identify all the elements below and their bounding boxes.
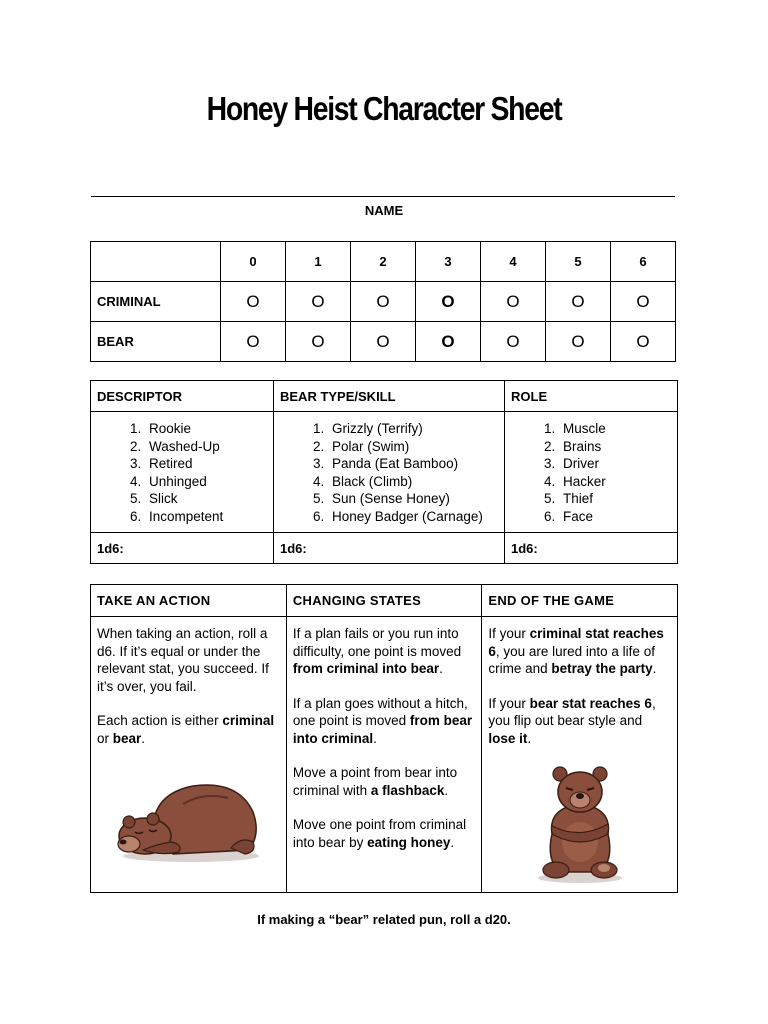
pun-rule-footer: If making a “bear” related pun, roll a d20. [257,912,511,927]
list-item: 3. Retired [145,455,267,473]
end-rule-1: If your criminal stat reaches 6, you are lured into a life of crime and betray the party. [488,626,664,676]
list-item: 6. Face [559,508,671,526]
state-rule-3: Move a point from bear into criminal with a flashback. [292,765,458,798]
page-title: Honey Heist Character Sheet [206,90,562,127]
bear-type-options [274,412,505,533]
action-rule-2: Each action is either criminal or bear. [97,713,275,746]
role-roll-field[interactable]: 1d6: [505,533,678,564]
stat-column-1: 1 [286,242,351,282]
list-item: 1. Grizzly (Terrify) [328,420,498,438]
list-item: 3. Panda (Eat Bamboo) [328,455,498,473]
rules-table [90,584,678,893]
criminal-mark-6[interactable]: O [611,282,676,322]
name-label: NAME [364,203,404,218]
character-roll-table [90,380,678,564]
end-rule-2: If your bear stat reaches 6, you flip out bear style and lose it. [488,695,656,746]
descriptor-header: DESCRIPTOR [91,381,274,412]
list-item: 4. Hacker [559,473,671,491]
descriptor-roll-field[interactable]: 1d6: [91,533,274,564]
stats-corner-cell [91,242,221,282]
list-item: 5. Thief [559,490,671,508]
list-item: 1. Muscle [559,420,671,438]
end-game-rules [482,617,678,893]
bear-mark-1[interactable]: O [286,322,351,362]
role-options [505,412,678,533]
stats-header-row [91,242,676,282]
criminal-mark-0[interactable]: O [221,282,286,322]
stats-table [90,241,676,362]
stat-column-3: 3 [416,242,481,282]
list-item: 1. Rookie [145,420,267,438]
descriptor-options [91,412,274,533]
stat-column-6: 6 [611,242,676,282]
bear-mark-0[interactable]: O [221,322,286,362]
roll-result-row [91,533,678,564]
rules-header-row [91,585,678,617]
bear-stat-row [91,322,676,362]
list-item: 4. Unhinged [145,473,267,491]
bear-mark-3[interactable]: O [416,322,481,362]
criminal-mark-2[interactable]: O [351,282,416,322]
roll-header-row [91,381,678,412]
end-game-header: END OF THE GAME [482,585,678,617]
take-action-header: TAKE AN ACTION [91,585,287,617]
state-rule-2: If a plan goes without a hitch, one point is moved from bear into criminal. [292,695,473,746]
criminal-label: CRIMINAL [91,282,221,322]
roll-options-row [91,412,678,533]
state-rule-1: If a plan fails or you run into difficulty, one point is moved from criminal into bear. [292,626,462,676]
criminal-stat-row [91,282,676,322]
bear-mark-6[interactable]: O [611,322,676,362]
sleeping-bear-illustration [113,764,263,864]
take-action-rules [91,617,287,893]
criminal-mark-3[interactable]: O [416,282,481,322]
list-item: 2. Washed-Up [145,438,267,456]
name-write-line[interactable] [91,196,675,197]
stat-column-2: 2 [351,242,416,282]
bear-label: BEAR [91,322,221,362]
sitting-bear-illustration [530,764,630,884]
list-item: 5. Slick [145,490,267,508]
state-rule-4: Move one point from criminal into bear by eating honey. [292,817,467,850]
criminal-mark-5[interactable]: O [546,282,611,322]
list-item: 4. Black (Climb) [328,473,498,491]
list-item: 3. Driver [559,455,671,473]
list-item: 2. Polar (Swim) [328,438,498,456]
stat-column-5: 5 [546,242,611,282]
changing-states-header: CHANGING STATES [286,585,482,617]
role-header: ROLE [505,381,678,412]
stat-column-4: 4 [481,242,546,282]
bear-type-header: BEAR TYPE/SKILL [274,381,505,412]
bear-mark-2[interactable]: O [351,322,416,362]
bear-mark-4[interactable]: O [481,322,546,362]
criminal-mark-4[interactable]: O [481,282,546,322]
list-item: 2. Brains [559,438,671,456]
action-rule-1: When taking an action, roll a d6. If it’s equal or under the relevant stat, you succeed. If it’s over, you fail. [97,626,269,694]
rules-body-row [91,617,678,893]
criminal-mark-1[interactable]: O [286,282,351,322]
list-item: 6. Honey Badger (Carnage) [328,508,498,526]
list-item: 6. Incompetent [145,508,267,526]
bear-mark-5[interactable]: O [546,322,611,362]
list-item: 5. Sun (Sense Honey) [328,490,498,508]
bear-type-roll-field[interactable]: 1d6: [274,533,505,564]
changing-states-rules [286,617,482,893]
stat-column-0: 0 [221,242,286,282]
